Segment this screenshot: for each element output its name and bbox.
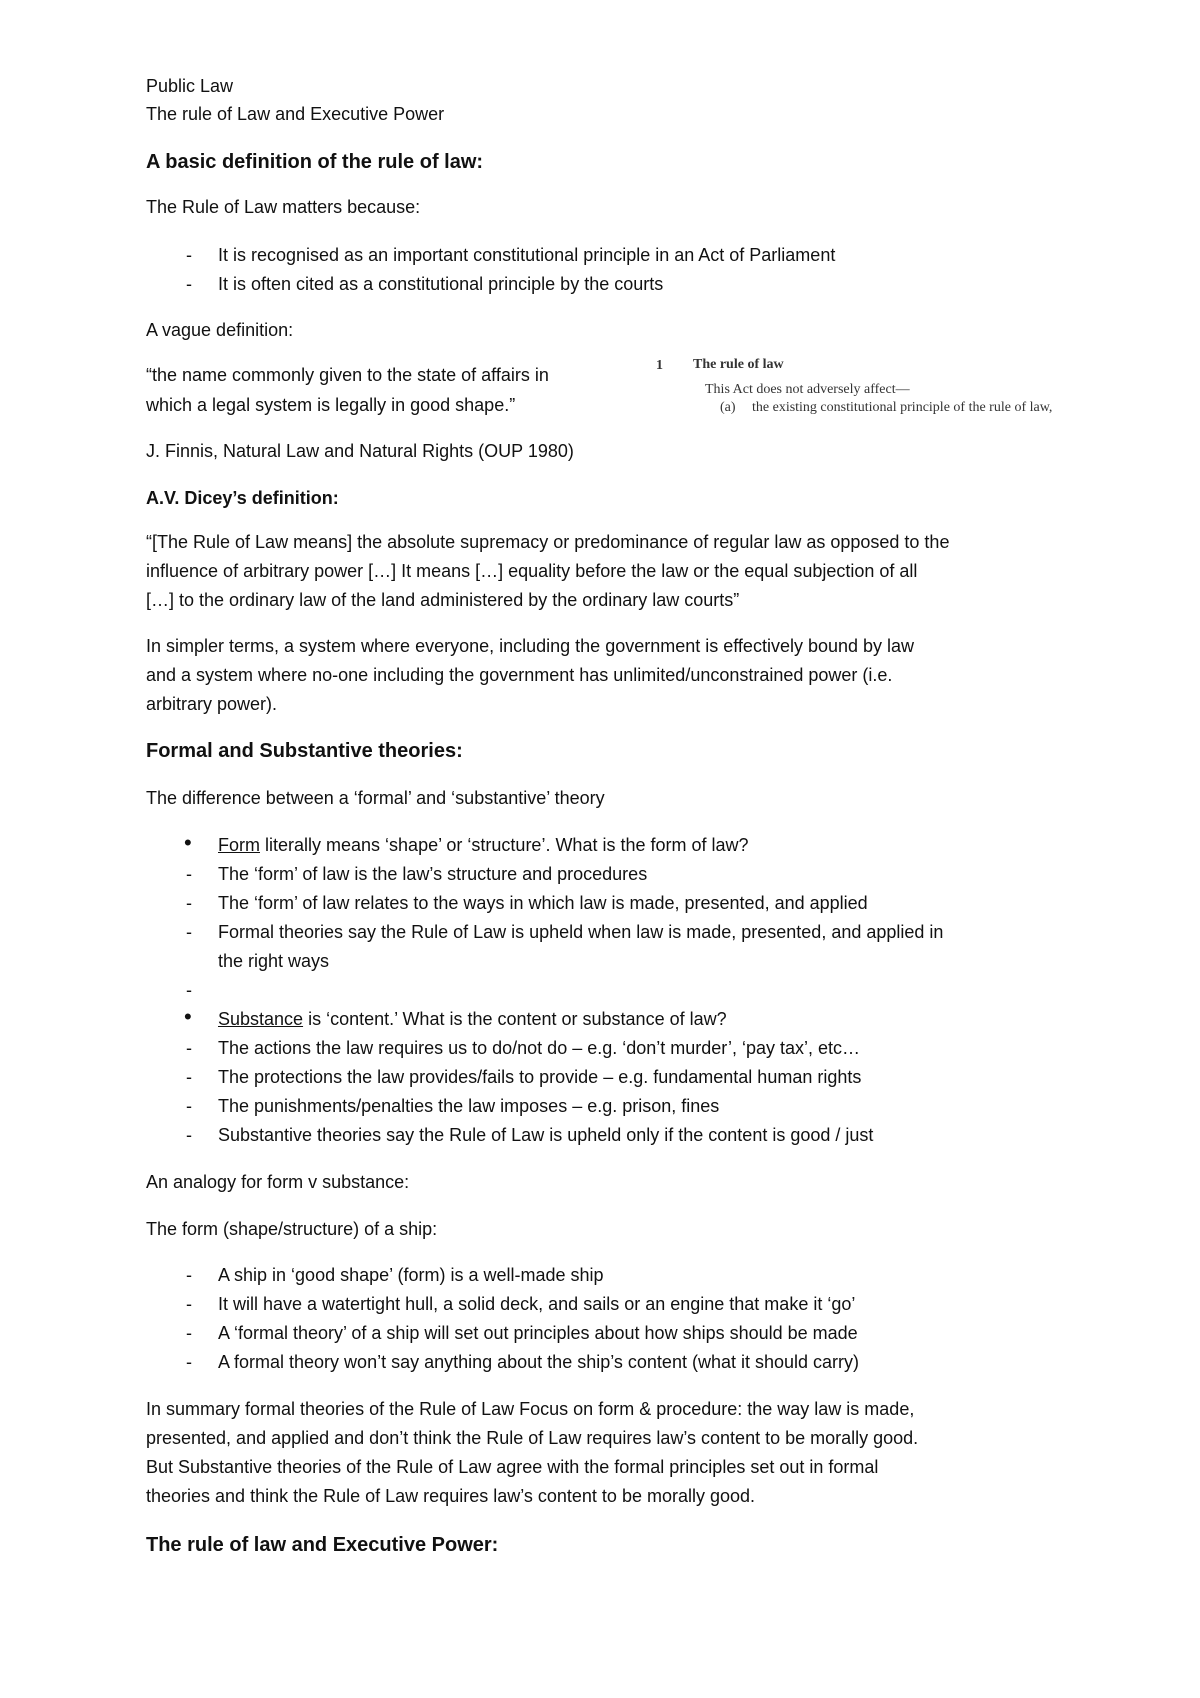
dash-marker: - <box>186 980 192 1000</box>
ship-label: The form (shape/structure) of a ship: <box>146 1219 438 1239</box>
list-item: The ‘form’ of law is the law’s structure and procedures <box>218 864 648 884</box>
substance-definition-text: is ‘content.’ What is the content or substance of law? <box>303 1009 727 1029</box>
course-title: Public Law <box>146 76 234 96</box>
list-item: A formal theory won’t say anything about the ship’s content (what it should carry) <box>218 1352 860 1372</box>
dash-marker: - <box>186 864 192 884</box>
dash-marker: - <box>186 245 192 265</box>
summary-line: presented, and applied and don’t think the Rule of Law requires law’s content to be morally good. <box>146 1428 919 1448</box>
dash-marker: - <box>186 1067 192 1087</box>
theories-intro: The difference between a ‘formal’ and ‘substantive’ theory <box>146 788 605 808</box>
statute-excerpt-image <box>650 354 1095 436</box>
analogy-label: An analogy for form v substance: <box>146 1172 410 1192</box>
summary-line: In summary formal theories of the Rule of Law Focus on form & procedure: the way law is made, <box>146 1399 915 1419</box>
dash-marker: - <box>186 1096 192 1116</box>
finnis-quote-line: “the name commonly given to the state of affairs in <box>146 365 549 385</box>
bullet-marker: • <box>184 830 192 855</box>
dash-marker: - <box>186 1265 192 1285</box>
dicey-quote-line: influence of arbitrary power […] It means […] equality before the law or the equal subjection of all <box>146 561 918 581</box>
dash-marker: - <box>186 1323 192 1343</box>
statute-paragraph-label: (a) <box>720 400 736 415</box>
section-heading-definition: A basic definition of the rule of law: <box>146 151 484 173</box>
dicey-quote-line: […] to the ordinary law of the land administered by the ordinary law courts” <box>146 590 740 610</box>
bullet-marker: • <box>184 1004 192 1029</box>
form-definition-text: literally means ‘shape’ or ‘structure’. What is the form of law? <box>260 835 749 855</box>
rule-of-law-intro: The Rule of Law matters because: <box>146 197 421 217</box>
substance-definition <box>218 1005 727 1033</box>
summary-line: theories and think the Rule of Law requires law’s content to be morally good. <box>146 1486 756 1506</box>
dash-marker: - <box>186 922 192 942</box>
dash-marker: - <box>186 1294 192 1314</box>
section-heading-executive-power: The rule of law and Executive Power: <box>146 1534 499 1556</box>
list-item: It will have a watertight hull, a solid deck, and sails or an engine that make it ‘go’ <box>218 1294 856 1314</box>
dash-marker: - <box>186 1038 192 1058</box>
simpler-terms-line: and a system where no-one including the government has unlimited/unconstrained power (i.e. <box>146 665 893 685</box>
list-item: It is often cited as a constitutional principle by the courts <box>218 274 664 294</box>
finnis-citation: J. Finnis, Natural Law and Natural Rights (OUP 1980) <box>146 441 574 461</box>
list-item: The actions the law requires us to do/not do – e.g. ‘don’t murder’, ‘pay tax’, etc… <box>218 1038 861 1058</box>
dicey-quote-line: “[The Rule of Law means] the absolute supremacy or predominance of regular law as opposed to the <box>146 532 950 552</box>
list-item: The punishments/penalties the law imposes – e.g. prison, fines <box>218 1096 720 1116</box>
list-item: A ship in ‘good shape’ (form) is a well-made ship <box>218 1265 604 1285</box>
statute-section-number: 1 <box>656 358 663 373</box>
list-item: A ‘formal theory’ of a ship will set out principles about how ships should be made <box>218 1323 858 1343</box>
form-term: Form <box>218 835 260 855</box>
list-item: The protections the law provides/fails to provide – e.g. fundamental human rights <box>218 1067 862 1087</box>
list-item-continuation: the right ways <box>218 951 330 971</box>
dash-marker: - <box>186 274 192 294</box>
topic-title: The rule of Law and Executive Power <box>146 104 445 124</box>
list-item: It is recognised as an important constitutional principle in an Act of Parliament <box>218 245 836 265</box>
simpler-terms-line: arbitrary power). <box>146 694 278 714</box>
list-item: The ‘form’ of law relates to the ways in which law is made, presented, and applied <box>218 893 868 913</box>
summary-line: But Substantive theories of the Rule of Law agree with the formal principles set out in formal <box>146 1457 879 1477</box>
form-definition <box>218 831 749 859</box>
simpler-terms-line: In simpler terms, a system where everyone, including the government is effectively bound by law <box>146 636 915 656</box>
substance-term: Substance <box>218 1009 304 1029</box>
finnis-quote-line: which a legal system is legally in good shape.” <box>146 395 516 415</box>
dash-marker: - <box>186 1125 192 1145</box>
vague-definition-label: A vague definition: <box>146 320 294 340</box>
section-heading-dicey: A.V. Dicey’s definition: <box>146 488 339 508</box>
section-heading-theories: Formal and Substantive theories: <box>146 740 463 762</box>
dash-marker: - <box>186 1352 192 1372</box>
dash-marker: - <box>186 893 192 913</box>
statute-text: This Act does not adversely affect— <box>705 382 910 397</box>
list-item: Formal theories say the Rule of Law is upheld when law is made, presented, and applied in <box>218 922 944 942</box>
statute-text: the existing constitutional principle of the rule of law, <box>752 400 1053 415</box>
list-item: Substantive theories say the Rule of Law is upheld only if the content is good / just <box>218 1125 874 1145</box>
statute-section-title: The rule of law <box>693 357 784 372</box>
